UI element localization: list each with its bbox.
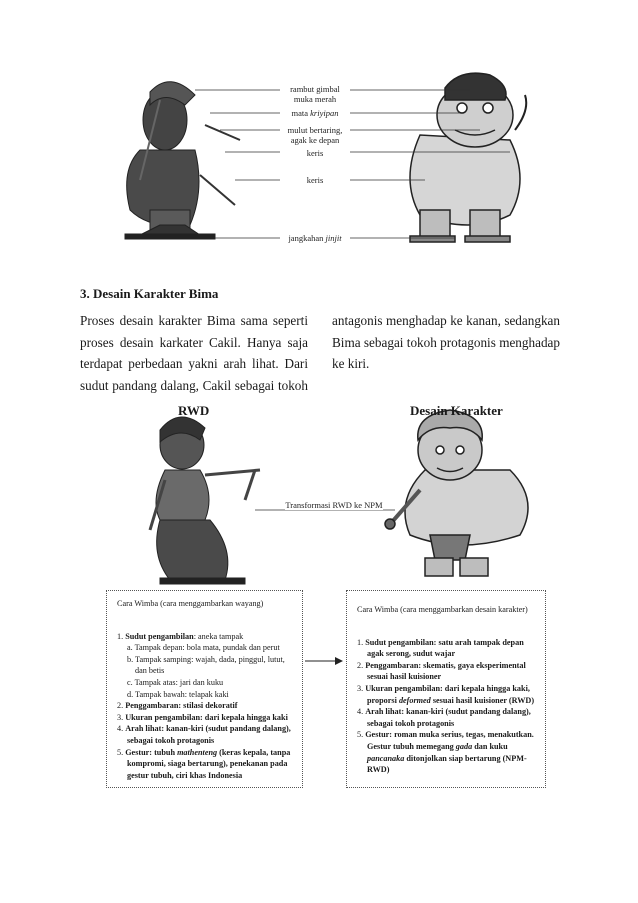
label-jangkahan: jangkahan jinjit	[283, 233, 347, 243]
label-mulut: mulut bertaring, agak ke depan	[283, 125, 347, 145]
label-rambut: rambut gimbal muka merah	[283, 84, 347, 104]
bima-cartoon-figure	[385, 410, 528, 576]
cakil-wayang-figure	[125, 82, 240, 239]
label-keris-1: keris	[283, 148, 347, 158]
cakil-cartoon-figure	[410, 73, 526, 242]
box-arrow	[305, 657, 343, 665]
desain-karakter-box: Cara Wimba (cara menggambarkan desain karakter) 1. Sudut pengambilan: satu arah tampak depan agak serong, sudut wajar 2. Penggambaran: skematis, gaya eksperimental sesuai hasil kuisioner 3. Ukuran pengambilan: dari kepala hingga kaki, proporsi deformed sesuai hasil kuisioner (RWD) 4. Arah lihat: kanan-kiri (sudut pandang dalang), sebagai tokoh protagonis 5. Gestur: roman muka serius, tegas, menakutkan. Gestur tubuh memegang gada dan kuku pancanaka ditonjolkan siap bertarung (NPM- RWD)	[346, 590, 546, 788]
label-mata: mata kriyipan	[283, 108, 347, 118]
label-keris-2: keris	[283, 175, 347, 185]
paragraph-col-1: Proses desain karakter Bima sama seperti proses desain karkater Cakil. Hanya saja terdapat perbedaan yakni arah lihat. Dari sudut pandang dalang, Cakil sebagai tokoh	[80, 313, 308, 393]
rwd-box: Cara Wimba (cara menggambarkan wayang) 1. Sudut pengambilan: aneka tampak a. Tampak depan: bola mata, pundak dan perut b. Tampak samping: wajah, dada, pinggul, lutut, dan betis c. Tampak atas: jari dan kuku d. Tampak bawah: telapak kaki 2. Penggambaran: stilasi dekoratif 3. Ukuran pengambilan: dari kepala hingga kaki 4. Arah lihat: kanan-kiri (sudut pandang dalang), sebagai tokoh protagonis 5. Gestur: tubuh mathenteng (keras kepala, tanpa kompromi, siaga bertarung), penekanan pada gestur tubuh, ciri khas Indonesia	[106, 590, 303, 788]
desain-karakter-title: Desain Karakter	[410, 403, 503, 418]
paragraph-col-2: antagonis menghadap ke kanan, sedangkan Bima sebagai tokoh protagonis menghadap ke kiri.	[332, 313, 560, 371]
section-heading: 3. Desain Karakter Bima	[80, 286, 219, 301]
bima-wayang-figure	[150, 417, 260, 584]
transform-label: Transformasi RWD ke NPM	[285, 500, 383, 510]
rwd-title: RWD	[178, 403, 210, 418]
